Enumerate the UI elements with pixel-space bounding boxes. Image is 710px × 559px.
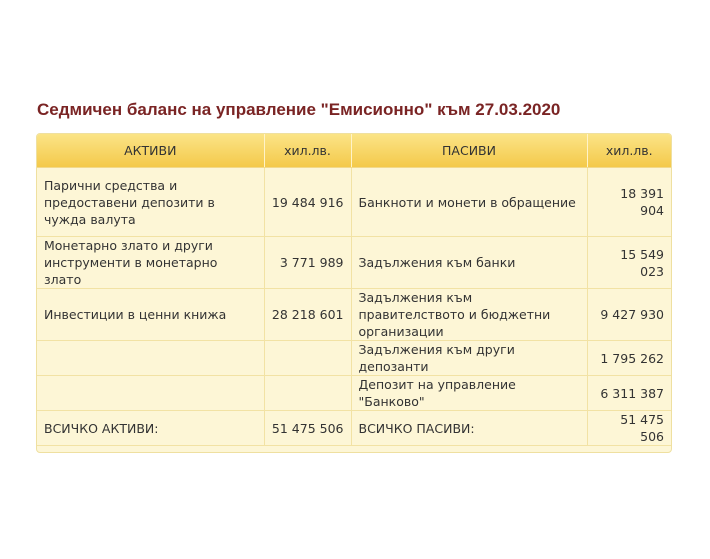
assets-unit-header: хил.лв. bbox=[264, 134, 351, 168]
asset-value: 28 218 601 bbox=[264, 289, 351, 341]
liability-label: Банкноти и монети в обращение bbox=[351, 168, 587, 237]
liability-label: Задължения към правителството и бюджетни организации bbox=[351, 289, 587, 341]
asset-value: 19 484 916 bbox=[264, 168, 351, 237]
liability-value: 18 391 904 bbox=[587, 168, 671, 237]
asset-label bbox=[37, 376, 264, 411]
table-row bbox=[37, 237, 671, 289]
total-liabilities-value: 51 475 506 bbox=[587, 411, 671, 446]
asset-label bbox=[37, 341, 264, 376]
asset-label: Парични средства и предоставени депозити в чужда валута bbox=[37, 168, 264, 237]
liability-value: 6 311 387 bbox=[587, 376, 671, 411]
page-title: Седмичен баланс на управление "Емисионно" към 27.03.2020 bbox=[37, 100, 561, 119]
table-row bbox=[37, 289, 671, 341]
total-assets-label: ВСИЧКО АКТИВИ: bbox=[37, 411, 264, 446]
liability-value: 1 795 262 bbox=[587, 341, 671, 376]
table-header-row bbox=[37, 134, 671, 168]
assets-header: АКТИВИ bbox=[37, 134, 264, 168]
table-row bbox=[37, 376, 671, 411]
balance-table bbox=[37, 134, 671, 446]
liability-label: Депозит на управление "Банково" bbox=[351, 376, 587, 411]
asset-value: 3 771 989 bbox=[264, 237, 351, 289]
total-assets-value: 51 475 506 bbox=[264, 411, 351, 446]
total-liabilities-label: ВСИЧКО ПАСИВИ: bbox=[351, 411, 587, 446]
table-row bbox=[37, 341, 671, 376]
asset-value bbox=[264, 376, 351, 411]
liability-value: 15 549 023 bbox=[587, 237, 671, 289]
liabilities-unit-header: хил.лв. bbox=[587, 134, 671, 168]
liability-label: Задължения към други депозанти bbox=[351, 341, 587, 376]
asset-label: Инвестиции в ценни книжа bbox=[37, 289, 264, 341]
asset-value bbox=[264, 341, 351, 376]
table-row bbox=[37, 168, 671, 237]
asset-label: Монетарно злато и други инструменти в монетарно злато bbox=[37, 237, 264, 289]
liability-label: Задължения към банки bbox=[351, 237, 587, 289]
liability-value: 9 427 930 bbox=[587, 289, 671, 341]
liabilities-header: ПАСИВИ bbox=[351, 134, 587, 168]
balance-table-container bbox=[36, 133, 672, 453]
total-row bbox=[37, 411, 671, 446]
